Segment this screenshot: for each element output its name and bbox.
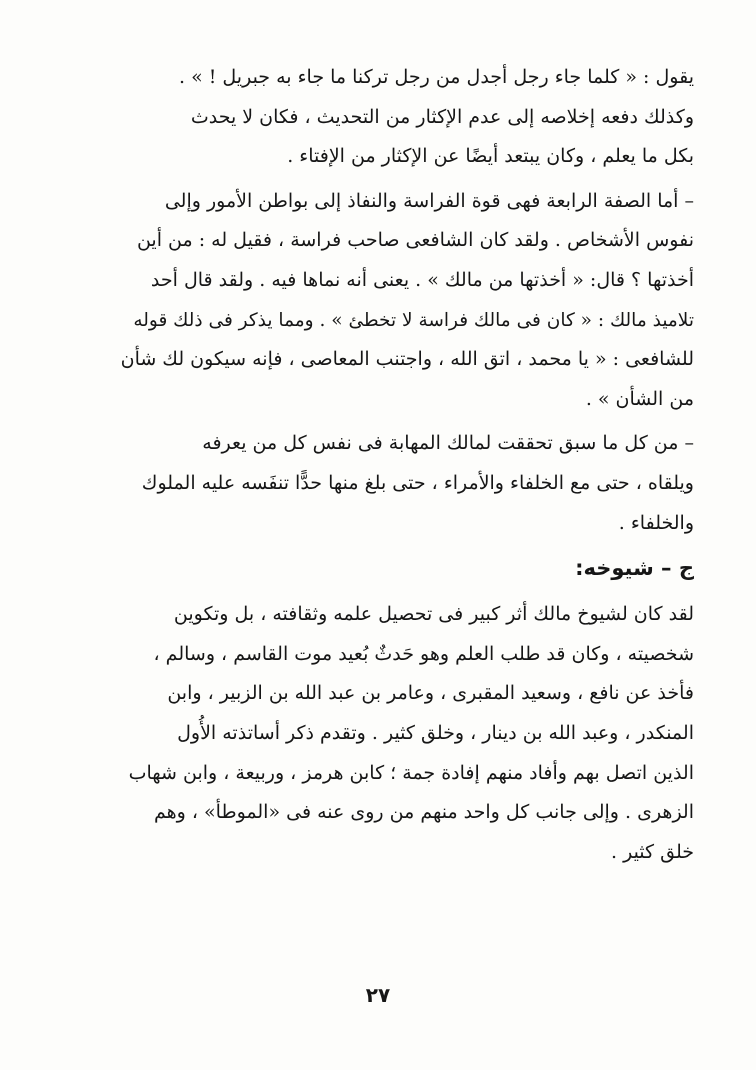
body-text: [120, 58, 694, 872]
text-line: تلاميذ مالك : « كان فى مالك فراسة لا تخطئ » . ومما يذكر فى ذلك قوله: [133, 309, 694, 331]
paragraph-1: [120, 58, 694, 177]
text-line: الزهرى . وإلى جانب كل واحد منهم من روى عنه فى «الموطأ» ، وهم: [154, 801, 694, 824]
page-number: ٢٧: [365, 983, 391, 1007]
text-line: الذين اتصل بهم وأفاد منهم إفادة جمة ؛ كابن هرمز ، وربيعة ، وابن شهاب: [128, 761, 694, 784]
section-heading: ج – شيوخه:: [575, 556, 694, 581]
text-line: ويلقاه ، حتى مع الخلفاء والأمراء ، حتى بلغ منها حدًّا تنفَسه عليه الملوك: [141, 471, 694, 494]
text-line: وكذلك دفعه إخلاصه إلى عدم الإكثار من التحديث ، فكان لا يحدث: [190, 105, 694, 128]
text-line: للشافعى : « يا محمد ، اتق الله ، واجتنب المعاصى ، فإنه سيكون لك شأن: [120, 348, 694, 371]
text-line: نفوس الأشخاص . ولقد كان الشافعى صاحب فراسة ، فقيل له : من أين: [136, 229, 694, 252]
text-line: أخذتها ؟ قال: « أخذتها من مالك » . يعنى أنه نماها فيه . ولقد قال أحد: [150, 268, 694, 291]
text-line: خلق كثير .: [611, 840, 694, 863]
paragraph-4: [120, 595, 694, 872]
text-line: فأخذ عن نافع ، وسعيد المقبرى ، وعامر بن عبد الله بن الزبير ، وابن: [167, 682, 694, 705]
paragraph-2: [120, 182, 694, 420]
text-line: والخلفاء .: [618, 511, 694, 534]
text-line: شخصيته ، وكان قد طلب العلم وهو حَدثٌ بُعيد موت القاسم ، وسالم ،: [153, 642, 694, 665]
text-line: من الشأن » .: [585, 387, 694, 410]
text-line: لقد كان لشيوخ مالك أثر كبير فى تحصيل علمه وثقافته ، بل وتكوين: [173, 603, 694, 626]
text-line: – أما الصفة الرابعة فهى قوة الفراسة والنفاذ إلى بواطن الأمور وإلى: [164, 189, 694, 212]
text-line: بكل ما يعلم ، وكان يبتعد أيضًا عن الإكثار من الإفتاء .: [287, 145, 694, 168]
text-line: يقول : « كلما جاء رجل أجدل من رجل تركنا ما جاء به جبريل ! » .: [178, 66, 694, 88]
text-line: – من كل ما سبق تحققت لمالك المهابة فى نفس كل من يعرفه: [202, 432, 694, 455]
paragraph-3: [120, 424, 694, 543]
text-line: المنكدر ، وعبد الله بن دينار ، وخلق كثير . وتقدم ذكر أساتذته الأُول: [177, 721, 694, 744]
